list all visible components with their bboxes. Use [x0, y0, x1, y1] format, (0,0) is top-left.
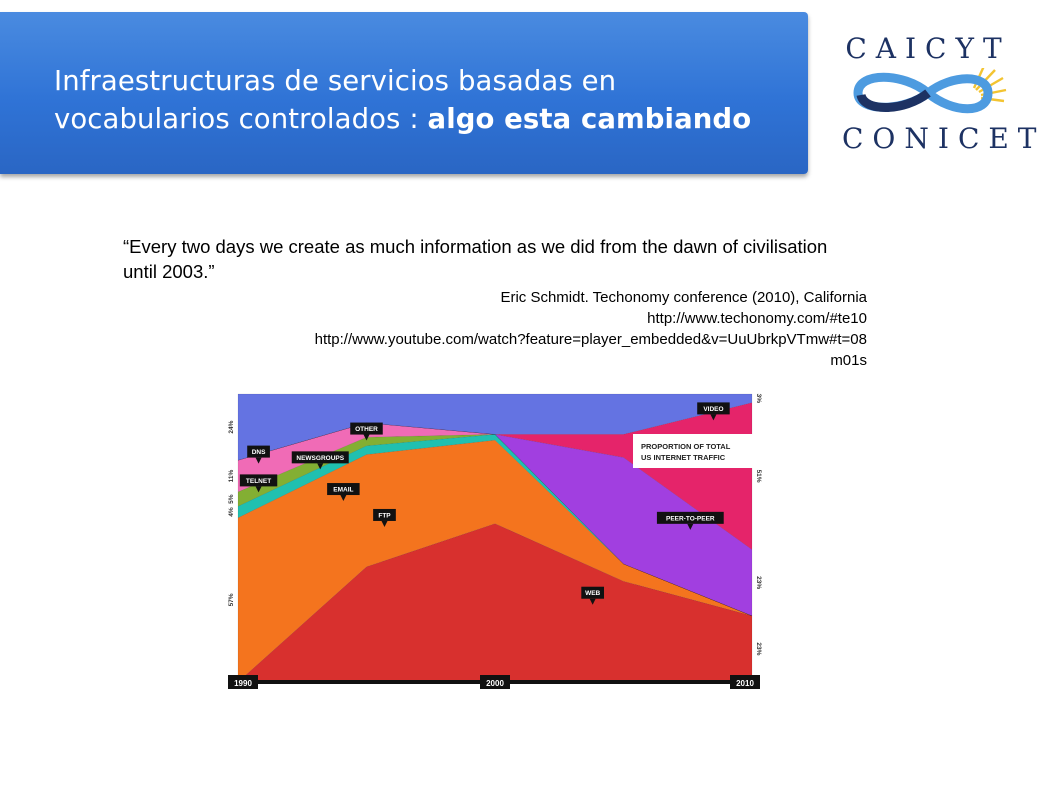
left-edge-label: 24% [228, 420, 235, 434]
slide-title [54, 62, 794, 138]
slide-title-plain: Infraestructuras de servicios basadas en vocabularios controlados : [54, 65, 617, 135]
title-banner [0, 12, 808, 174]
quote-text: “Every two days we create as much information as we did from the dawn of civilisation until 2003.” [123, 236, 828, 282]
internet-traffic-chart [226, 390, 762, 702]
left-edge-label: 11% [228, 469, 235, 483]
callout-label: DNS [251, 449, 266, 457]
chart-title-line-2: US INTERNET TRAFFIC [641, 453, 726, 462]
callout-label: EMAIL [333, 486, 354, 494]
callout-label: FTP [378, 512, 391, 520]
caicyt-conicet-logo [842, 28, 1046, 156]
logo-text-conicet: CONICET [842, 122, 1046, 155]
right-edge-label: 3% [755, 393, 762, 404]
callout-label: VIDEO [703, 405, 724, 413]
logo-emblem-icon [848, 68, 1008, 118]
attribution-video-link-cont[interactable]: m01s [830, 352, 867, 369]
chart-title-box [633, 434, 753, 468]
callout-label: PEER-TO-PEER [665, 515, 715, 523]
callout-label: NEWSGROUPS [296, 454, 345, 462]
callout-label: OTHER [355, 426, 378, 434]
attribution-video-link[interactable]: http://www.youtube.com/watch?feature=player_embedded&v=UuUbrkpVTmw#t=08 [314, 331, 867, 348]
chart-title-line-1: PROPORTION OF TOTAL [641, 442, 731, 451]
attribution-link[interactable]: http://www.techonomy.com/#te10 [647, 310, 867, 327]
right-edge-label: 23% [755, 576, 762, 590]
slide-title-bold: algo esta cambiando [427, 103, 752, 135]
axis-tick-label: 2010 [736, 679, 754, 688]
left-edge-label: 4% [228, 507, 235, 517]
callout-label: WEB [585, 590, 601, 598]
right-edge-label: 51% [755, 469, 762, 483]
callout-label: TELNET [245, 477, 272, 485]
left-edge-label: 5% [228, 494, 235, 504]
attribution-source: Eric Schmidt. Techonomy conference (2010), California [500, 289, 867, 306]
axis-tick-label: 1990 [234, 679, 252, 688]
chart-title-box-bg [633, 434, 753, 468]
left-edge-label: 57% [228, 593, 235, 607]
logo-text-caicyt: CAICYT [845, 32, 1011, 65]
axis-tick-label: 2000 [486, 679, 504, 688]
right-edge-label: 23% [755, 642, 762, 656]
